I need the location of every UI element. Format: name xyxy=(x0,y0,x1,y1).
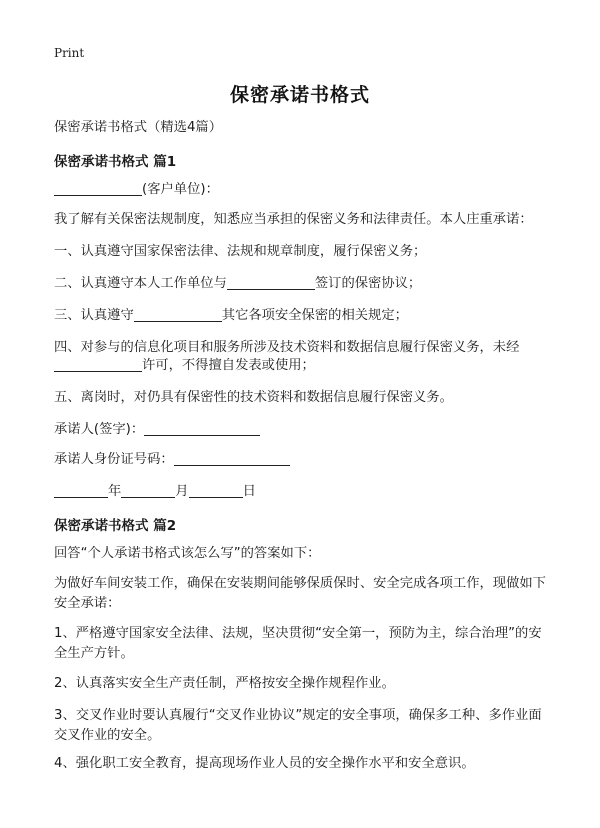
id-number-line xyxy=(54,450,554,470)
document-subtitle: 保密承诺书格式（精选4篇） xyxy=(54,120,223,135)
item4-text-b: 许可，不得擅自发表或使用； xyxy=(142,358,315,373)
item2-text-b: 签订的保密协议； xyxy=(314,276,422,291)
section-heading-2: 保密承诺书格式 篇2 xyxy=(54,518,177,534)
client-unit-line xyxy=(54,180,554,200)
section2-item-2: 2、认真落实安全生产责任制，严格按安全操作规程作业。 xyxy=(54,676,395,691)
date-line xyxy=(54,482,554,502)
item3-blank xyxy=(134,307,222,322)
year-blank xyxy=(54,483,108,498)
month-label: 月 xyxy=(175,484,189,499)
section-heading-1: 保密承诺书格式 篇1 xyxy=(54,154,177,170)
print-link[interactable]: Print xyxy=(54,46,85,60)
section2-item-1: 1、严格遵守国家安全法律、法规，坚决贯彻“安全第一，预防为主，综合治理”的安全生产方针。 xyxy=(54,626,542,661)
item3-text-a: 三、认真遵守 xyxy=(54,308,134,323)
id-number-blank xyxy=(174,451,290,466)
client-unit-label: (客户单位)： xyxy=(142,182,219,197)
day-blank xyxy=(189,483,243,498)
section1-item-3 xyxy=(54,306,554,326)
item3-text-b: 其它各项安全保密的相关规定； xyxy=(221,308,408,323)
page-title: 保密承诺书格式 xyxy=(229,84,370,106)
section2-item-4: 4、强化职工安全教育，提高现场作业人员的安全操作水平和安全意识。 xyxy=(54,756,475,771)
section2-item-3: 3、交叉作业时要认真履行“交叉作业协议”规定的安全事项，确保多工种、多作业面交叉作业的安全。 xyxy=(54,708,542,743)
month-blank xyxy=(121,483,175,498)
day-label: 日 xyxy=(242,484,256,499)
section2-intro: 为做好车间安装工作，确保在安装期间能够保质保时、安全完成各项工作，现做如下安全承诺： xyxy=(54,576,546,611)
item4-blank xyxy=(54,357,142,372)
client-unit-blank xyxy=(54,181,142,196)
section1-item-4-line2 xyxy=(54,356,554,376)
section1-item-2 xyxy=(54,274,554,294)
signer-label: 承诺人(签字)： xyxy=(54,422,145,437)
id-number-label: 承诺人身份证号码： xyxy=(54,452,174,467)
item2-text-a: 二、认真遵守本人工作单位与 xyxy=(54,276,227,291)
year-label: 年 xyxy=(108,484,122,499)
signer-line xyxy=(54,420,554,440)
section1-item-5: 五、离岗时，对仍具有保密性的技术资料和数据信息履行保密义务。 xyxy=(54,390,453,405)
section1-intro: 我了解有关保密法规制度，知悉应当承担的保密义务和法律责任。本人庄重承诺： xyxy=(54,212,533,227)
section1-item-4-line1: 四、对参与的信息化项目和服务所涉及技术资料和数据信息履行保密义务，未经 xyxy=(54,340,520,355)
section1-item-1: 一、认真遵守国家保密法律、法规和规章制度，履行保密义务； xyxy=(54,244,427,259)
signer-blank xyxy=(144,421,260,436)
section2-reply: 回答“个人承诺书格式该怎么写”的答案如下： xyxy=(54,546,321,561)
item2-blank xyxy=(227,275,315,290)
